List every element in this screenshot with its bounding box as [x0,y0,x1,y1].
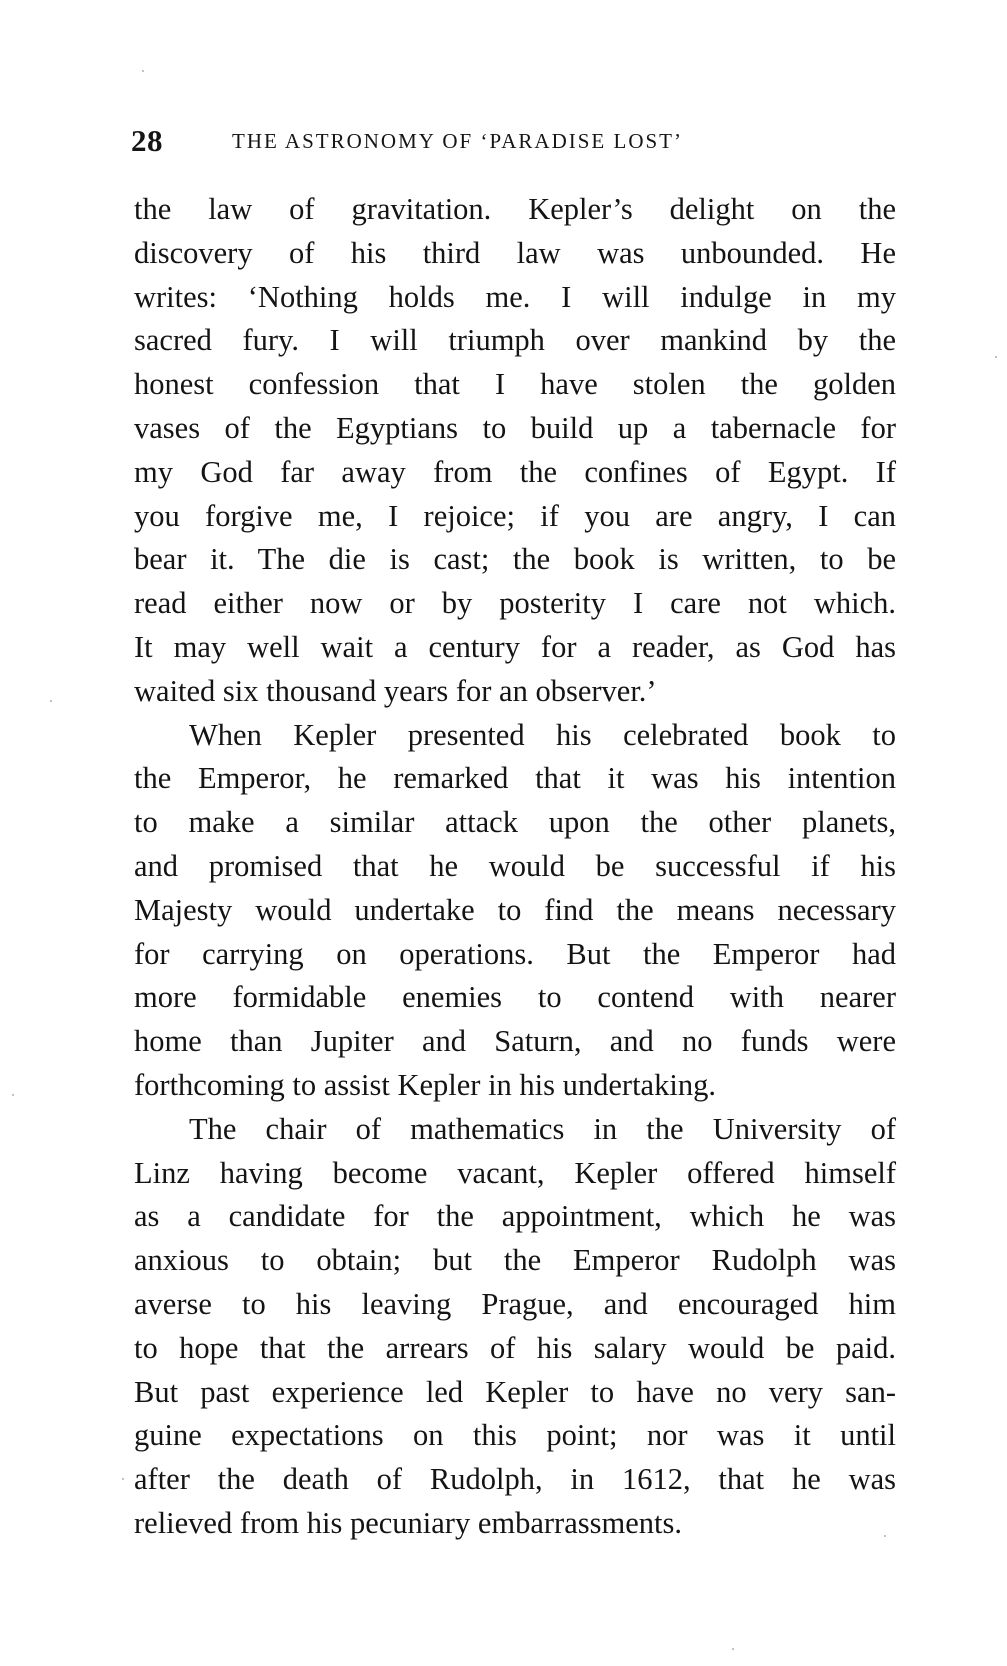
paragraph-3 [134,1108,896,1546]
page-number: 28 [131,123,163,158]
text-line: the law of gravitation. Kepler’s delight on the [134,192,896,226]
text-line: relieved from his pecuniary embarrassments. [134,1505,682,1540]
text-line: after the death of Rudolph, in 1612, that he was [134,1462,896,1497]
text-line: my God far away from the confines of Egypt. If [134,454,896,489]
text-line: bear it. The die is cast; the book is written, to be [134,542,896,577]
text-line: to make a similar attack upon the other planets, [134,805,896,840]
text-line: waited six thousand years for an observer.’ [134,673,657,708]
text-line: The chair of mathematics in the University of [189,1111,896,1146]
text-line: for carrying on operations. But the Emperor had [134,936,896,971]
text-line: But past experience led Kepler to have no very san- [134,1374,896,1409]
scan-speck [142,70,144,72]
scan-speck [12,1094,14,1096]
text-line: averse to his leaving Prague, and encouraged him [134,1286,896,1321]
text-line: the Emperor, he remarked that it was his intention [134,761,896,796]
text-line: Linz having become vacant, Kepler offered himself [134,1155,896,1190]
text-line: home than Jupiter and Saturn, and no funds were [134,1024,896,1059]
text-line: forthcoming to assist Kepler in his undertaking. [134,1067,716,1102]
scan-speck [884,1535,886,1537]
text-line: honest confession that I have stolen the golden [134,367,896,402]
scan-speck [995,356,997,358]
text-line: sacred fury. I will triumph over mankind by the [134,323,896,358]
text-line: you forgive me, I rejoice; if you are angry, I can [134,498,896,533]
text-line: When Kepler presented his celebrated book to [189,717,896,752]
text-line: anxious to obtain; but the Emperor Rudolph was [134,1243,896,1278]
text-line: to hope that the arrears of his salary would be paid. [134,1330,896,1365]
running-head [131,121,891,161]
text-line: guine expectations on this point; nor was it until [134,1418,896,1453]
text-line: It may well wait a century for a reader, as God has [134,629,896,664]
text-line: writes: ‘Nothing holds me. I will indulge in my [134,279,896,314]
text-line: more formidable enemies to contend with nearer [134,980,896,1015]
paragraph-2 [134,714,896,1108]
scan-speck [50,700,52,702]
scan-speck [122,1478,124,1480]
text-line: as a candidate for the appointment, which he was [134,1199,896,1234]
running-title: THE ASTRONOMY OF ‘PARADISE LOST’ [232,129,683,153]
body-text [134,188,896,1546]
text-line: discovery of his third law was unbounded. He [134,235,896,270]
paragraph-1 [134,188,896,714]
text-line: vases of the Egyptians to build up a tabernacle for [134,410,896,445]
text-line: and promised that he would be successful if his [134,848,896,883]
text-line: read either now or by posterity I care not which. [134,586,896,621]
text-line: Majesty would undertake to find the means necessary [134,892,896,927]
scan-speck [732,1648,734,1650]
